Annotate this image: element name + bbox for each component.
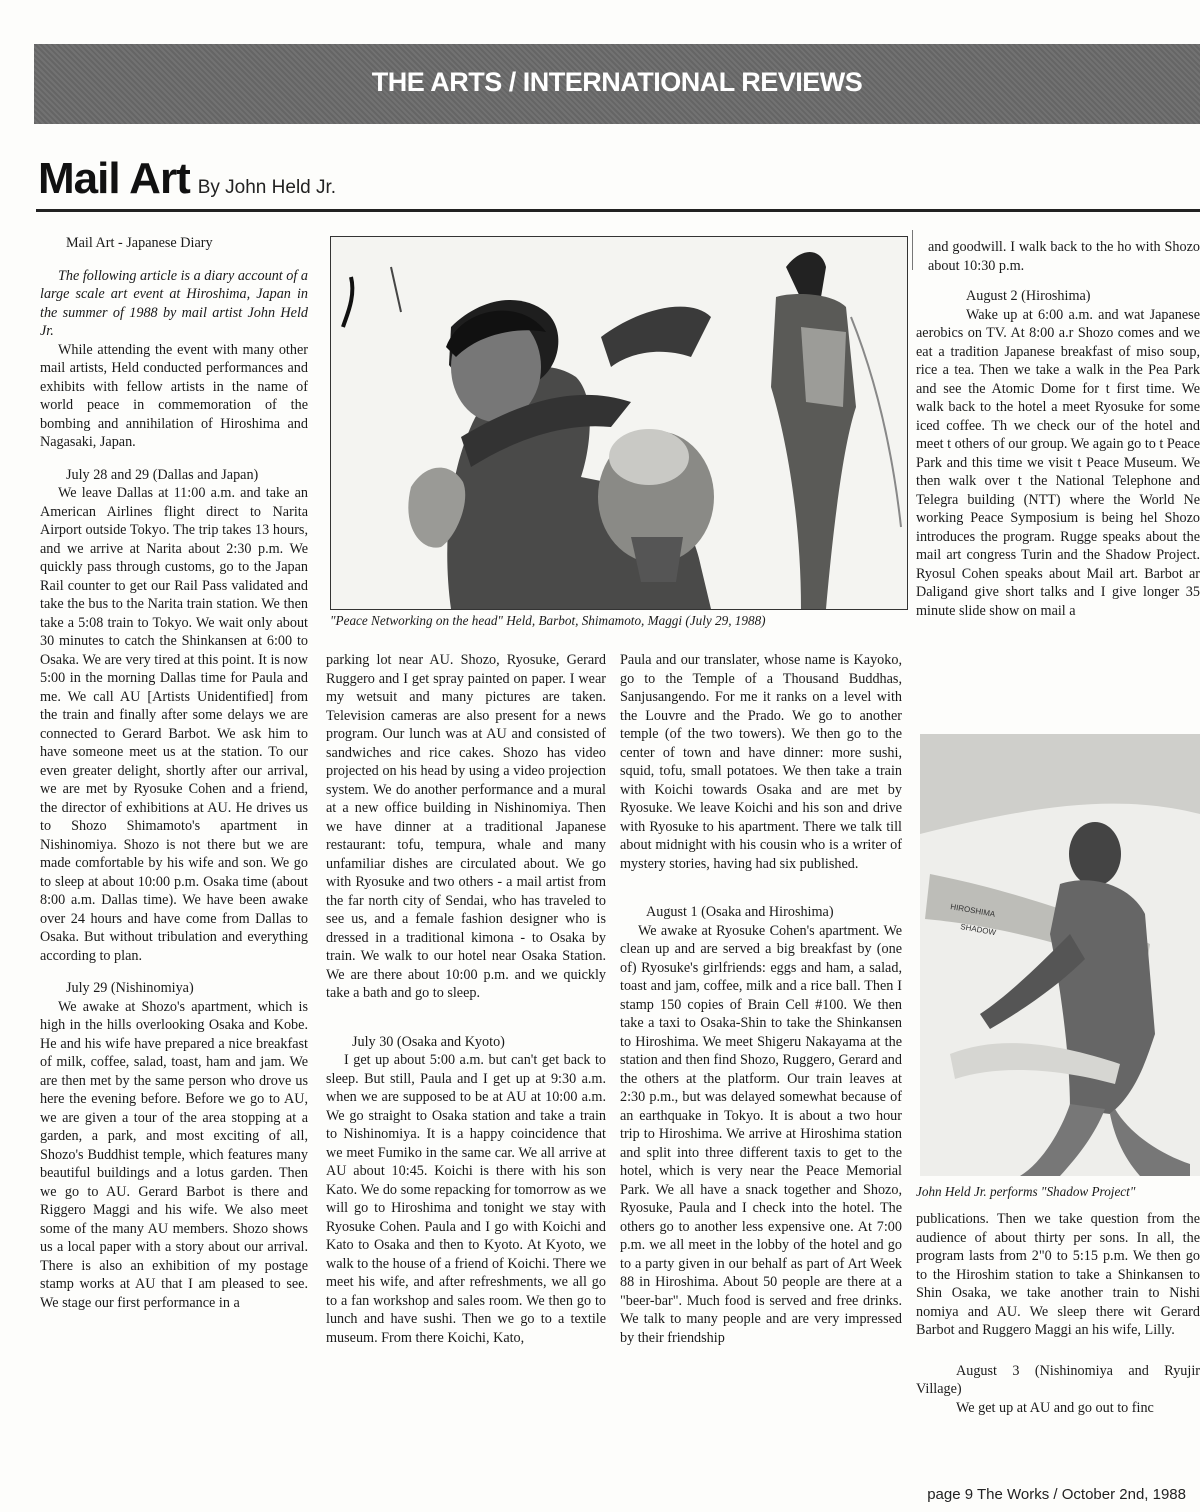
entry-heading-aug2: August 2 (Hiroshima) [966,288,1091,304]
intro-paragraph: The following article is a diary account of a large scale art event at Hiroshima, Japan in the summer of 1988 by mail artist John Held Jr. [40,267,308,339]
column-4-bottom [916,1210,1200,1417]
photo-peace-networking [330,236,908,610]
paragraph: We get up at AU and go out to finc [956,1399,1154,1416]
photo-caption-2: John Held Jr. performs "Shadow Project" [916,1184,1136,1199]
paragraph: and goodwill. I walk back to the ho with Shozo about 10:30 p.m. [928,239,1200,274]
entry-heading-aug3: August 3 (Nishinomiya and Ryujir Village) [916,1362,1200,1397]
paragraph: I get up about 5:00 a.m. but can't get back to sleep. But still, Paula and I get up at 9:30 a.m. when we are supposed to be at AU at 10:00 a.m. We go straight to Osaka station and take a train to Nishinomiya. It is a happy coincidence that we meet Fumiko in the same car. We all arrive at AU about 10:45. Koichi is there with his son Kato. We do some repacking for tomorrow as we will go to Hiroshima and tonight we stay with Ryosuke Cohen. Paula and I go with Koichi and Kato to Osaka and then to Kyoto. At Kyoto, we walk to the house of a friend of Koichi. There we meet his wife, and after refreshments, we all go to a fan workshop and sales room. We then go to lunch and have sushi. Then we go to a textile museum. From there Koichi, Kato, [326,1052,606,1346]
halftone-photo-image [331,237,907,609]
entry-heading-jul30: July 30 (Osaka and Kyoto) [352,1033,505,1050]
entry-heading-jul29: July 29 (Nishinomiya) [66,980,194,996]
paragraph: We leave Dallas at 11:00 a.m. and take an American Airlines flight direct to Narita Airport outside Tokyo. The trip takes 13 hours, and we arrive at Narita about 2:30 p.m. We quickly pass through customs, go to the Japan Rail counter to get our Rail Pass validated and take the bus to the Narita train station. We then take a 5:08 train to Tokyo. We wait only about 30 minutes to catch the Shinkansen at 6:00 to Osaka. We are very tired at this point. It is now 5:00 in the morning Dallas time for Paula and me. We call AU [Artists Unidentified] from the train and finally after some delays we are connected to Gerard Barbot. We ask him to have someone meet us at the station. To our even greater delight, shortly after our arrival, we are met by Ryosuke Cohen and a friend, the director of exhibitions at AU. He drives us to Shozo Shimamoto's apartment in Nishinomiya. Shozo is not there but we are made comfortable by his wife and son. We go to sleep at about 10:00 p.m. Osaka time (about 8:00 a.m. Dallas time). We have been awake over 24 hours and have come from Dallas to Osaka. But without tribulation and everything according to plan. [40,485,308,964]
section-title: THE ARTS / INTERNATIONAL REVIEWS [371,67,863,97]
paragraph: While attending the event with many other mail artists, Held conducted performances and exhibits with fellow artists in the name of world peace in commemoration of the bombing and annihilation of Hiroshima and Nagasaki, Japan. [40,341,308,450]
svg-text:HIROSHIMA: HIROSHIMA [949,902,996,919]
page-footer: page 9 The Works / October 2nd, 1988 [927,1486,1186,1503]
column-4 [916,238,1200,620]
kicker: Mail Art - Japanese Diary [66,235,213,251]
entry-heading-jul28: July 28 and 29 (Dallas and Japan) [66,466,259,483]
column-3 [620,651,902,1347]
paragraph: parking lot near AU. Shozo, Ryosuke, Gerard Ruggero and I get spray painted on paper. I wear my wetsuit and many pictures are taken. Television cameras are also present for a news program. Our lunch was at AU and consisted of sandwiches and rice cakes. Shozo has video projected on his head by using a video projection system. We do another performance and a mural at a new office building in Nishinomiya. Then we have dinner at a traditional Japanese restaurant: tofu, tempura, whale and many unfamiliar dishes are circulated about. We go with Ryosuke and two others - a mail artist from the far north city of Sendai, who has traveled to see us, and a female fashion designer who is dressed in a traditional kimona - to Osaka by train. We walk to our hotel near Osaka Station. We are there about 10:00 p.m. and we quickly take a bath and go to sleep. [326,652,606,1001]
paragraph: Wake up at 6:00 a.m. and wat Japanese aerobics on TV. At 8:00 a.r Shozo comes and we eat a tradition Japanese breakfast of miso soup, rice a tea. Then we take a walk in the Pea Park and see the Atomic Dome for t first time. We walk back to the hotel a meet Ryosuke for some iced coffee. Th we check our of the hotel and meet t others of our group. We again go to t Peace Park and this time we visit t Peace Museum. We then walk over t the National Telephone and Telegra building (NTT) where the World Ne working Peace Symposium is being hel Shozo introduces the program. Rugge speaks about the mail art congress Turin and the Shadow Project. Ryosul Cohen speaks about Mail art. Barbot ar Daligand give short talks and I give longer 35 minute slide show on mail a [916,306,1200,619]
heading-rule [36,209,1200,212]
paragraph: We awake at Shozo's apartment, which is high in the hills overlooking Osaka and Kobe. He and his wife have prepared a nice breakfast of milk, coffee, salad, toast, ham and jam. We are then met by the same person who drove us here the evening before. Before we go to AU, we are given a tour of the area stopping at a garden, a park, and most exciting of all, Shozo's Buddhist temple, which features many beautiful buildings and a lotus garden. Then we go to AU. Gerard Barbot is there and Riggero Maggi and his wife. We also meet some of the many AU members. Shozo shows us a local paper with a story about our arrival. There is also an exhibition of my postage stamp works at AU that I am pleased to see. We stage our first performance in a [40,998,308,1311]
article-title: Mail Art [38,154,190,203]
article-heading [38,154,336,204]
paragraph: We awake at Ryosuke Cohen's apartment. We clean up and are served a big breakfast by (one of) Ryosuke's girlfriends: eggs and ham, a salad, toast and jam, coffee, milk and a rice ball. Then I stamp 150 copies of Brain Cell #100. We then take a taxi to Osaka-Shin to take the Shinkansen to Hiroshima. We meet Shigeru Nakayama at the station and then find Shozo, Ruggero, Gerard and the others at the platform. Our train leaves at 2:30 p.m., but was delayed somewhat because of an earthquake in Tokyo. It is about a two hour trip to Hiroshima. We arrive at Hiroshima station and split into three different taxis to get to the hotel, which is very near the Peace Memorial Park. We all have a snack together and Shozo, Ryosuke, Paula and I check into the hotel. The others go to another less expensive one. At 7:00 p.m. we all meet in the lobby of the hotel and go to a party given in our behalf as part of Art Week 88 in Hiroshima. About 50 people are there at a "beer-bar". Much food is served and free drinks. We talk to many people and are very impressed by their friendship [620,922,902,1346]
halftone-photo-image-2 [920,734,1200,1176]
paragraph: Paula and our translater, whose name is Kayoko, go to the Temple of a Thousand Buddhas, Sanjusangendo. For me it ranks on a level with the Louvre and the Prado. We go to another temple (of the two towers). We then go to the center of town and have dinner: more sushi, squid, tofu, small potatoes. We then take a train with Koichi towards Osaka and are met by Ryosuke. We leave Koichi and his son and drive with Ryosuke to his apartment. There we talk till about midnight with his cousin who is a writer of mystery stories, having had six published. [620,652,902,872]
svg-text:SHADOW: SHADOW [959,922,997,938]
entry-heading-aug1: August 1 (Osaka and Hiroshima) [646,904,834,920]
section-banner [34,44,1200,124]
photo-caption-1: "Peace Networking on the head" Held, Barbot, Shimamoto, Maggi (July 29, 1988) [330,613,766,628]
column-2 [326,651,606,1347]
paragraph: publications. Then we take question from the audience of about thirty per sons. In all, the program lasts from 2"0 to 5:15 p.m. We then go to the Hiroshim station to take a Shinkansen to Shin Osaka, we take another train to Nishi nomiya and AU. We sleep there wit Gerard Barbot and Ruggero Maggi an his wife, Lilly. [916,1211,1200,1338]
column-1 [40,234,308,1312]
column-divider [912,230,913,270]
byline: By John Held Jr. [197,177,337,198]
photo-shadow-project [920,734,1200,1176]
